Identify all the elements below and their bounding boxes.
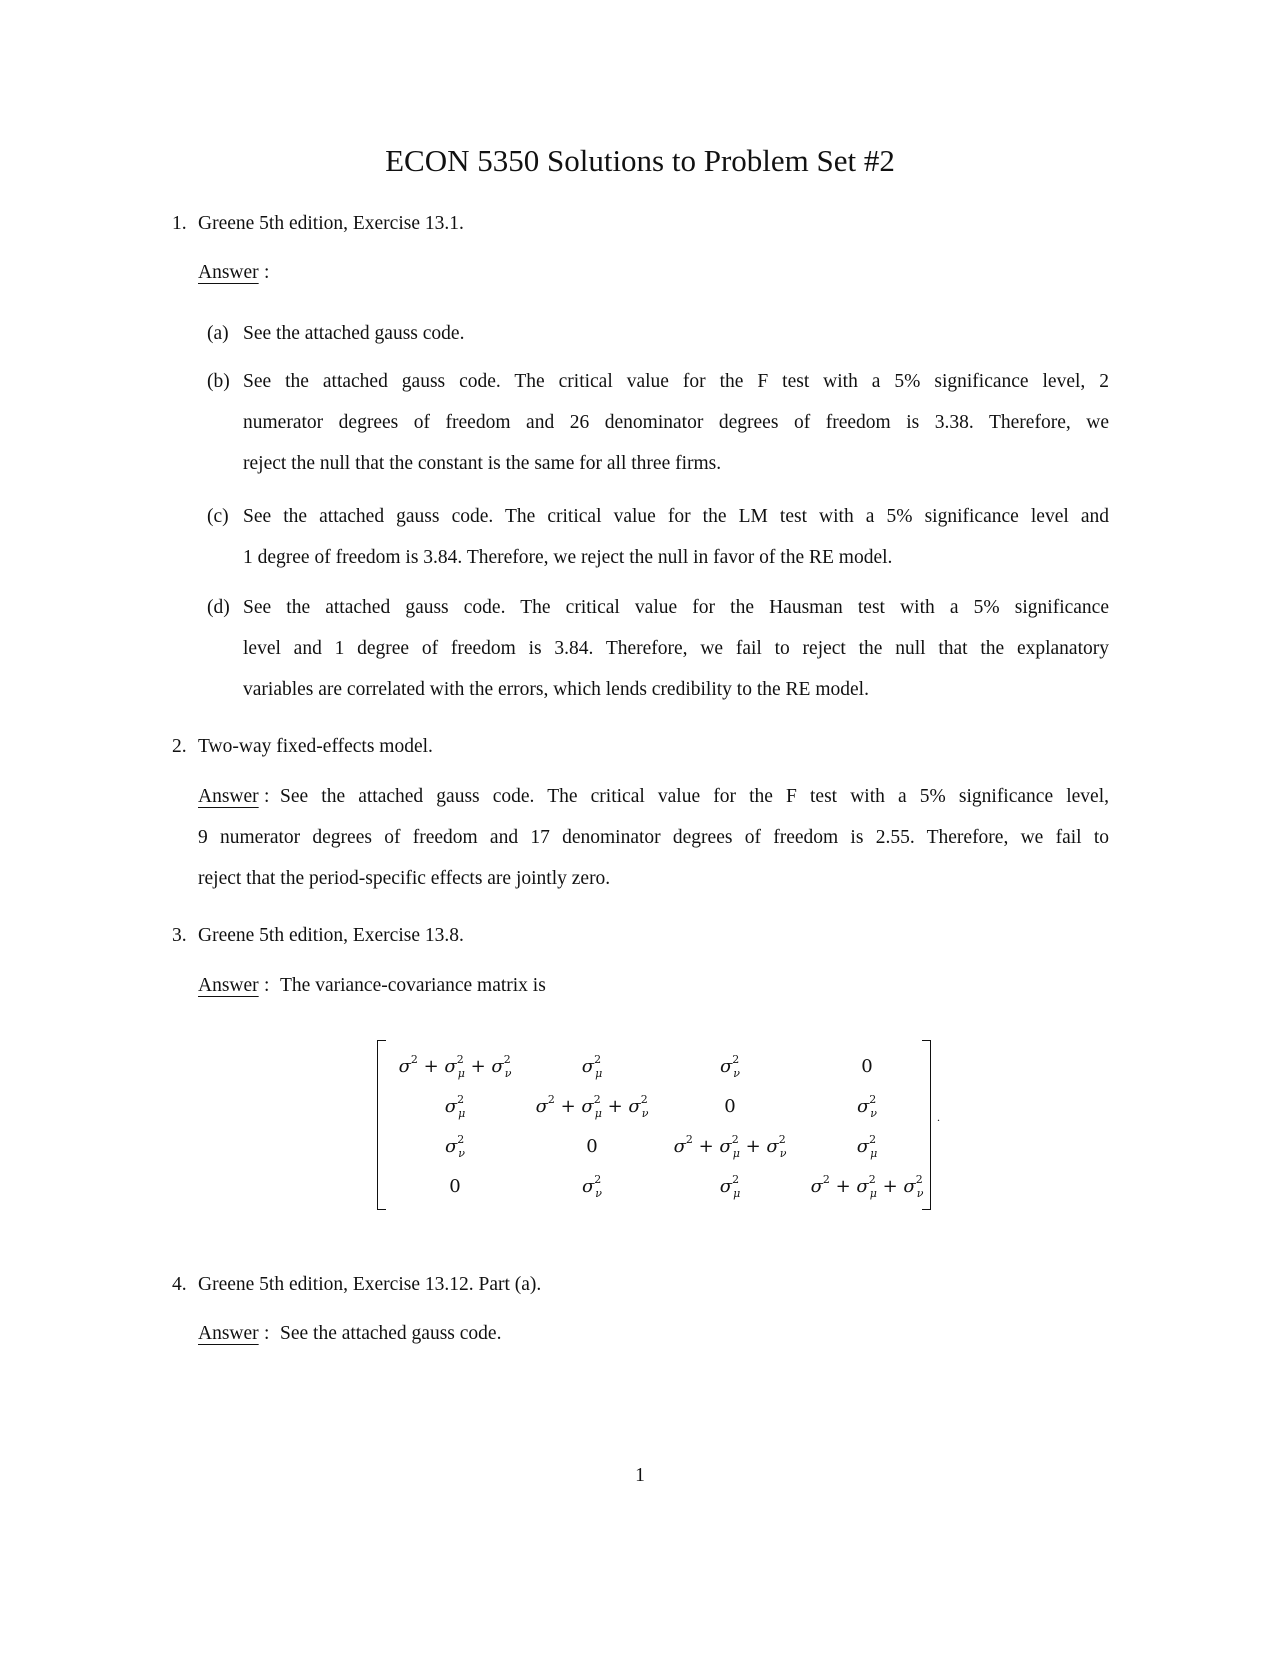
item-heading: Greene 5th edition, Exercise 13.1. xyxy=(198,213,464,234)
text-line: See the attached gauss code. The critical value for the LM test with a 5% significance level and xyxy=(243,506,1109,527)
matrix-cell: $\sigma^2 + \sigma^2_\mu + \sigma^2_\nu$ xyxy=(535,1093,649,1120)
item-number: 4. xyxy=(172,1274,187,1295)
matrix-cell: $\sigma^2 + \sigma^2_\mu + \sigma^2_\nu$ xyxy=(673,1133,787,1160)
matrix-cell: $\sigma^2 + \sigma^2_\mu + \sigma^2_\nu$ xyxy=(810,1173,924,1200)
text-line: 1 degree of freedom is 3.84. Therefore, we reject the null in favor of the RE model. xyxy=(243,547,893,568)
text-line: level and 1 degree of freedom is 3.84. Therefore, we fail to reject the null that the explanatory xyxy=(243,638,1109,659)
matrix-cell: $\sigma^2_\mu$ xyxy=(856,1133,878,1160)
answer-label: Answer xyxy=(198,262,259,283)
item-number: 1. xyxy=(172,213,187,234)
matrix-period: . xyxy=(937,1110,940,1124)
item-heading: Two-way fixed-effects model. xyxy=(198,736,433,757)
subitem-paragraph xyxy=(243,361,1109,484)
text-line: See the attached gauss code. The critical value for the F test with a 5% significance level, 2 xyxy=(243,371,1109,392)
matrix-cell: 0 xyxy=(586,1136,598,1157)
page-title: ECON 5350 Solutions to Problem Set #2 xyxy=(385,143,895,178)
subitem-text: See the attached gauss code. xyxy=(243,323,465,344)
subitem-label: (c) xyxy=(207,506,229,527)
answer-label: Answer xyxy=(198,1323,259,1344)
variance-covariance-matrix xyxy=(377,1040,931,1208)
matrix-cell: 0 xyxy=(724,1096,736,1117)
matrix-cell: $\sigma^2 + \sigma^2_\mu + \sigma^2_\nu$ xyxy=(398,1053,512,1080)
text-line: variables are correlated with the errors, which lends credibility to the RE model. xyxy=(243,679,869,700)
answer-paragraph xyxy=(198,776,1109,899)
text-line: See the attached gauss code. The critical value for the Hausman test with a 5% significance xyxy=(243,597,1109,618)
item-number: 3. xyxy=(172,925,187,946)
matrix-cell: $\sigma^2_\mu$ xyxy=(719,1173,741,1200)
item-heading: Greene 5th edition, Exercise 13.8. xyxy=(198,925,464,946)
subitem-paragraph xyxy=(243,587,1109,710)
subitem-label: (b) xyxy=(207,371,230,392)
text-line: numerator degrees of freedom and 26 denominator degrees of freedom is 3.38. Therefore, we xyxy=(243,412,1109,433)
answer-colon: : xyxy=(264,975,270,996)
text-line: See the attached gauss code. The critical value for the F test with a 5% significance level, xyxy=(280,786,1109,807)
page-number: 1 xyxy=(635,1465,645,1486)
subitem-label: (a) xyxy=(207,323,229,344)
matrix-cell: $\sigma^2_\mu$ xyxy=(444,1093,466,1120)
answer-colon: : xyxy=(264,1323,270,1344)
matrix-cell: $\sigma^2_\nu$ xyxy=(582,1173,602,1200)
answer-colon: : xyxy=(264,786,270,807)
matrix-cell: $\sigma^2_\nu$ xyxy=(445,1133,465,1160)
answer-text: See the attached gauss code. xyxy=(280,1323,502,1344)
text-line: reject the null that the constant is the same for all three firms. xyxy=(243,453,722,474)
text-line: reject that the period-specific effects are jointly zero. xyxy=(198,868,611,889)
answer-label: Answer xyxy=(198,975,259,996)
matrix-cell: $\sigma^2_\nu$ xyxy=(857,1093,877,1120)
matrix-cell: $\sigma^2_\nu$ xyxy=(720,1053,740,1080)
matrix-cell: 0 xyxy=(861,1056,873,1077)
matrix-cell: 0 xyxy=(449,1176,461,1197)
text-line: 9 numerator degrees of freedom and 17 denominator degrees of freedom is 2.55. Therefore, we fail to xyxy=(198,827,1109,848)
answer-label: Answer xyxy=(198,786,259,807)
answer-text: The variance-covariance matrix is xyxy=(280,975,546,996)
matrix-cell: $\sigma^2_\mu$ xyxy=(581,1053,603,1080)
item-number: 2. xyxy=(172,736,187,757)
subitem-label: (d) xyxy=(207,597,230,618)
answer-colon: : xyxy=(264,262,270,283)
subitem-paragraph xyxy=(243,496,1109,578)
item-heading: Greene 5th edition, Exercise 13.12. Part (a). xyxy=(198,1274,542,1295)
